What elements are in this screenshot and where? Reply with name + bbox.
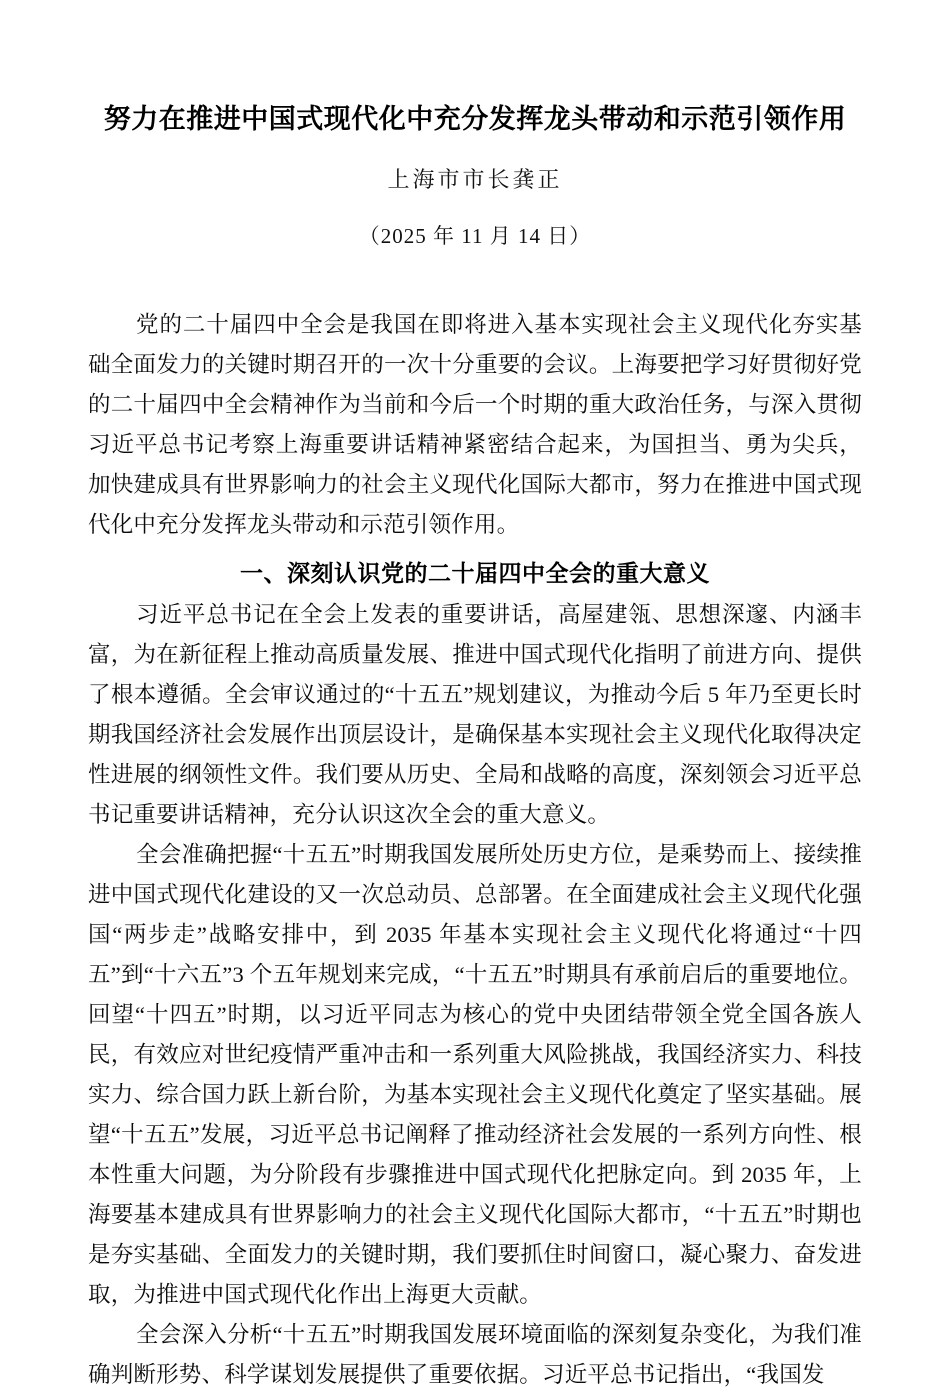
section-heading-1: 一、深刻认识党的二十届四中全会的重大意义	[240, 560, 710, 586]
document-date: （2025 年 11 月 14 日）	[358, 224, 592, 248]
paragraph-3: 全会深入分析“十五五”时期我国发展环境面临的深刻复杂变化，为我们准确判断形势、科学谋划发展提供了重要依据。习近平总书记指出，“我国发	[88, 1322, 862, 1387]
paragraph-2: 全会准确把握“十五五”时期我国发展所处历史方位，是乘势而上、接续推进中国式现代化建设的又一次总动员、总部署。在全面建成社会主义现代化强国“两步走”战略安排中，到 2035 年基本实现社会主义现代化将通过“十四五”到“十六五”3 个五年规划来完成，“十五五”时期具有承前启后的重要地位。回望“十四五”时期，以习近平同志为核心的党中央团结带领全党全国各族人民，有效应对世纪疫情严重冲击和一系列重大风险挑战，我国经济实力、科技实力、综合国力跃上新台阶，为基本实现社会主义现代化奠定了坚实基础。展望“十五五”发展，习近平总书记阐释了推动经济社会发展的一系列方向性、根本性重大问题，为分阶段有步骤推进中国式现代化把脉定向。到 2035 年，上海要基本建成具有世界影响力的社会主义现代化国际大都市，“十五五”时期也是夯实基础、全面发力的关键时期，我们要抓住时间窗口，凝心聚力、奋发进取，为推进中国式现代化作出上海更大贡献。	[88, 842, 862, 1307]
document-body	[88, 253, 862, 1395]
document-author: 上海市市长龚正	[387, 167, 563, 192]
paragraph-1: 习近平总书记在全会上发表的重要讲话，高屋建瓴、思想深邃、内涵丰富，为在新征程上推动高质量发展、推进中国式现代化指明了前进方向、提供了根本遵循。全会审议通过的“十五五”规划建议，为推动今后 5 年乃至更长时期我国经济社会发展作出顶层设计，是确保基本实现社会主义现代化取得决定性进展的纲领性文件。我们要从历史、全局和战略的高度，深刻领会习近平总书记重要讲话精神，充分认识这次全会的重大意义。	[88, 602, 862, 827]
page-title: 努力在推进中国式现代化中充分发挥龙头带动和示范引领作用	[103, 104, 847, 134]
paragraph-intro: 党的二十届四中全会是我国在即将进入基本实现社会主义现代化夯实基础全面发力的关键时期召开的一次十分重要的会议。上海要把学习好贯彻好党的二十届四中全会精神作为当前和今后一个时期的重大政治任务，与深入贯彻习近平总书记考察上海重要讲话精神紧密结合起来，为国担当、勇为尖兵， 加快建成具有世界影响力的社会主义现代化国际大都市，努力在推进中国式现代化中充分发挥龙头带动和示范引领作用。	[88, 312, 862, 537]
